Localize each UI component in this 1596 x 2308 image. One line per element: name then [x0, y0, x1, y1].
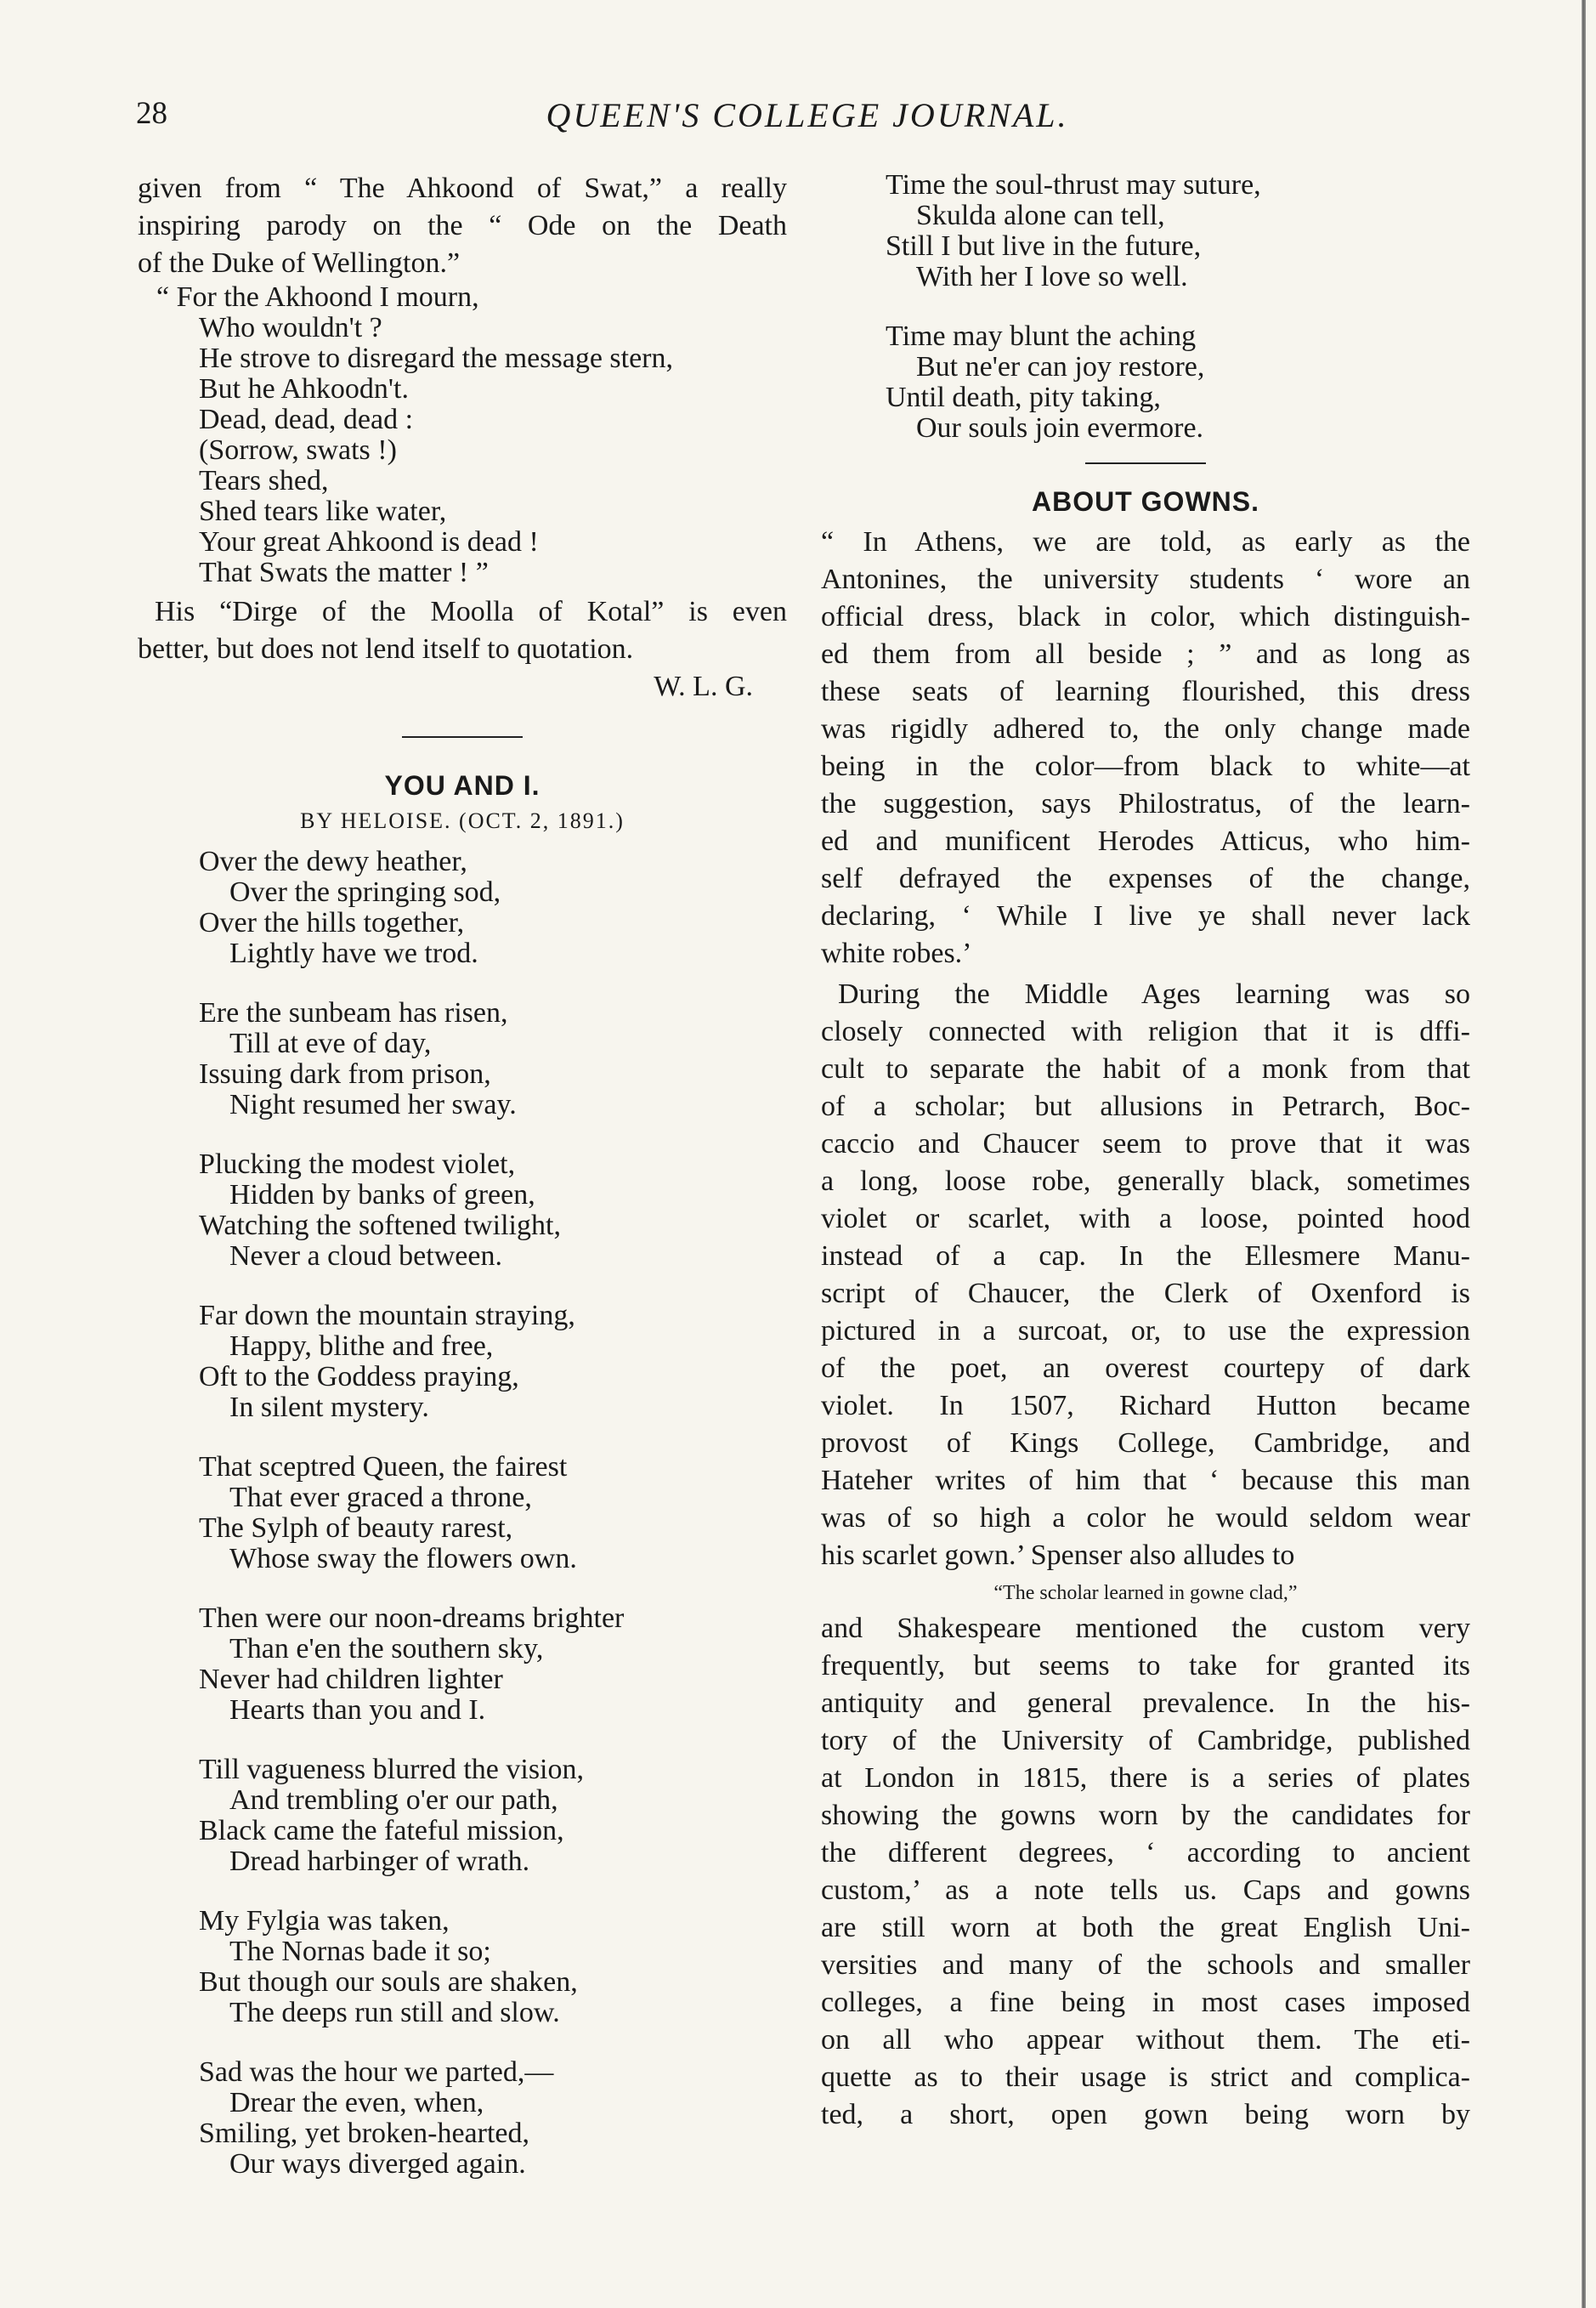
verse-line: Time the soul-thrust may suture, [886, 169, 1261, 201]
text-line: closely connected with religion that it is dffi- [821, 1016, 1470, 1047]
verse-line: Dread harbinger of wrath. [229, 1846, 530, 1877]
article-paragraph [821, 524, 1470, 973]
page-number: 28 [136, 96, 167, 131]
text-line: these seats of learning flourished, this dress [821, 676, 1470, 707]
stanza [138, 1452, 787, 1574]
verse-line: Hidden by banks of green, [229, 1179, 535, 1211]
verse-line: Oft to the Goddess praying, [199, 1361, 519, 1392]
intro-paragraph [138, 170, 787, 282]
article-paragraph [821, 976, 1470, 1574]
text-line: violet. In 1507, Richard Hutton became [821, 1390, 1470, 1421]
verse-line: Never had children lighter [199, 1664, 503, 1695]
verse-line: The deeps run still and slow. [229, 1997, 560, 2028]
verse-line: In silent mystery. [229, 1392, 429, 1423]
text-line: of a scholar; but allusions in Petrarch, Boc- [821, 1091, 1470, 1122]
section-divider [1085, 462, 1206, 464]
text-line: tory of the University of Cambridge, published [821, 1725, 1470, 1756]
running-title: QUEEN'S COLLEGE JOURNAL. [546, 96, 1069, 134]
poem-title: YOU AND I. [384, 770, 540, 801]
stanza [886, 170, 1470, 292]
verse-line: Skulda alone can tell, [916, 200, 1165, 231]
verse-line: (Sorrow, swats !) [199, 434, 397, 466]
article-paragraph [821, 1610, 1470, 2134]
text-line: pictured in a surcoat, or, to use the expression [821, 1315, 1470, 1347]
verse-line: But though our souls are shaken, [199, 1966, 578, 1998]
verse-line: The Nornas bade it so; [229, 1936, 491, 1967]
verse-line: Over the dewy heather, [199, 846, 467, 877]
text-line: violet or scarlet, with a loose, pointed hood [821, 1203, 1470, 1234]
text-line: colleges, a fine being in most cases imposed [821, 1987, 1470, 2018]
stanza [138, 847, 787, 969]
verse-line: That ever graced a throne, [229, 1482, 532, 1513]
verse-line: Shed tears like water, [199, 496, 447, 527]
right-column [821, 170, 1470, 2134]
verse-line: Over the hills together, [199, 907, 465, 939]
page-edge [1582, 0, 1586, 2308]
spenser-quote: “The scholar learned in gowne clad,” [993, 1582, 1298, 1604]
verse-line: Far down the mountain straying, [199, 1300, 575, 1331]
verse-line: Tears shed, [199, 465, 329, 496]
verse-line: Our ways diverged again. [229, 2148, 526, 2180]
text-line: During the Middle Ages learning was so [838, 978, 1470, 1010]
text-line: was rigidly adhered to, the only change made [821, 713, 1470, 745]
text-line: at London in 1815, there is a series of plates [821, 1762, 1470, 1794]
verse-line: Hearts than you and I. [229, 1694, 486, 1726]
text-line: ted, a short, open gown being worn by [821, 2099, 1470, 2130]
verse-line: He strove to disregard the message stern, [199, 343, 673, 374]
verse-line: And trembling o'er our path, [229, 1784, 558, 1816]
text-line: custom,’ as a note tells us. Caps and gowns [821, 1874, 1470, 1906]
text-line: Antonines, the university students ‘ wore an [821, 564, 1470, 595]
verse-line: Lightly have we trod. [229, 938, 478, 969]
verse-line: Plucking the modest violet, [199, 1148, 516, 1180]
stanza [138, 2057, 787, 2180]
verse-line: “ For the Akhoond I mourn, [156, 281, 479, 313]
verse-line: Time may blunt the aching [886, 320, 1197, 352]
verse-line: My Fylgia was taken, [199, 1905, 450, 1937]
verse-line: Ere the sunbeam has risen, [199, 997, 508, 1029]
verse-line: Who wouldn't ? [199, 312, 382, 343]
left-column [138, 170, 787, 2209]
text-line: cult to separate the habit of a monk from that [821, 1053, 1470, 1085]
verse-line: Than e'en the southern sky, [229, 1633, 544, 1664]
text-line: script of Chaucer, the Clerk of Oxenford is [821, 1278, 1470, 1309]
text-line: “ In Athens, we are told, as early as the [821, 526, 1470, 558]
text-line: provost of Kings College, Cambridge, and [821, 1427, 1470, 1459]
verse-line: Issuing dark from prison, [199, 1058, 491, 1090]
verse-line: Night resumed her sway. [229, 1089, 517, 1120]
text-line: showing the gowns worn by the candidates for [821, 1800, 1470, 1831]
text-line: official dress, black in color, which distinguish- [821, 601, 1470, 632]
text-line: are still worn at both the great English Uni- [821, 1912, 1470, 1943]
article-title: ABOUT GOWNS. [1032, 486, 1259, 517]
text-line: given from “ The Ahkoond of Swat,” a really [138, 173, 787, 204]
parody-verse [138, 282, 787, 588]
verse-line: Sad was the hour we parted,— [199, 2056, 554, 2088]
stanza [138, 1906, 787, 2028]
verse-line: Happy, blithe and free, [229, 1330, 494, 1362]
verse-line: The Sylph of beauty rarest, [199, 1512, 513, 1544]
verse-line: Still I but live in the future, [886, 230, 1202, 262]
verse-line: Black came the fateful mission, [199, 1815, 564, 1846]
stanza [138, 1301, 787, 1423]
text-line: ed and munificent Herodes Atticus, who him- [821, 825, 1470, 857]
stanza [138, 1149, 787, 1272]
text-line: self defrayed the expenses of the change, [821, 863, 1470, 894]
text-line: instead of a cap. In the Ellesmere Manu- [821, 1240, 1470, 1272]
dirge-paragraph [138, 593, 787, 668]
verse-line: Never a cloud between. [229, 1240, 502, 1272]
verse-line: Whose sway the flowers own. [229, 1543, 577, 1574]
verse-line: But ne'er can joy restore, [916, 351, 1205, 383]
verse-line: Dead, dead, dead : [199, 404, 414, 435]
text-line: antiquity and general prevalence. In the his- [821, 1687, 1470, 1719]
text-line: declaring, ‘ While I live ye shall never lack [821, 900, 1470, 932]
text-line: ed them from all beside ; ” and as long as [821, 638, 1470, 670]
verse-line: That sceptred Queen, the fairest [199, 1451, 568, 1483]
verse-line: Till at eve of day, [229, 1028, 432, 1059]
text-line: His “Dirge of the Moolla of Kotal” is even [155, 596, 787, 627]
verse-line: Smiling, yet broken-hearted, [199, 2118, 530, 2149]
page-header [136, 95, 1479, 146]
text-line: the different degrees, ‘ according to ancient [821, 1837, 1470, 1869]
text-line: of the Duke of Wellington.” [138, 247, 461, 279]
verse-line: Till vagueness blurred the vision, [199, 1754, 584, 1785]
poem-byline: BY HELOISE. (OCT. 2, 1891.) [300, 808, 625, 833]
text-line: and Shakespeare mentioned the custom very [821, 1613, 1470, 1644]
verse-line: Our souls join evermore. [916, 412, 1204, 444]
verse-line: Until death, pity taking, [886, 382, 1161, 413]
text-line: inspiring parody on the “ Ode on the Death [138, 210, 787, 241]
poem-you-and-i [138, 847, 787, 2180]
signature: W. L. G. [654, 671, 753, 702]
text-line: the suggestion, says Philostratus, of the learn- [821, 788, 1470, 819]
verse-line: With her I love so well. [916, 261, 1188, 292]
text-line: being in the color—from black to white—at [821, 751, 1470, 782]
text-line: quette as to their usage is strict and complica- [821, 2061, 1470, 2093]
text-line: white robes.’ [821, 938, 972, 969]
text-line: versities and many of the schools and smaller [821, 1949, 1470, 1981]
text-line: of the poet, an overest courtepy of dark [821, 1352, 1470, 1384]
verse-line: Drear the even, when, [229, 2087, 484, 2118]
verse-line: That Swats the matter ! ” [199, 557, 489, 588]
section-divider [402, 736, 523, 738]
verse-line: Watching the softened twilight, [199, 1210, 561, 1241]
text-line: was of so high a color he would seldom wear [821, 1502, 1470, 1534]
verse-line: Your great Ahkoond is dead ! [199, 526, 539, 558]
text-line: frequently, but seems to take for granted its [821, 1650, 1470, 1681]
text-line: his scarlet gown.’ Spenser also alludes to [821, 1540, 1295, 1571]
text-line: better, but does not lend itself to quotation. [138, 633, 634, 665]
text-line: on all who appear without them. The eti- [821, 2024, 1470, 2056]
stanza [138, 1755, 787, 1877]
verse-line: Then were our noon-dreams brighter [199, 1602, 625, 1634]
verse-line: But he Ahkoodn't. [199, 373, 409, 405]
text-line: Hateher writes of him that ‘ because this man [821, 1465, 1470, 1496]
verse-line: Over the springing sod, [229, 876, 501, 908]
text-line: a long, loose robe, generally black, sometimes [821, 1165, 1470, 1197]
stanza [138, 1603, 787, 1726]
stanza [886, 321, 1470, 444]
text-line: caccio and Chaucer seem to prove that it was [821, 1128, 1470, 1160]
stanza [138, 998, 787, 1120]
